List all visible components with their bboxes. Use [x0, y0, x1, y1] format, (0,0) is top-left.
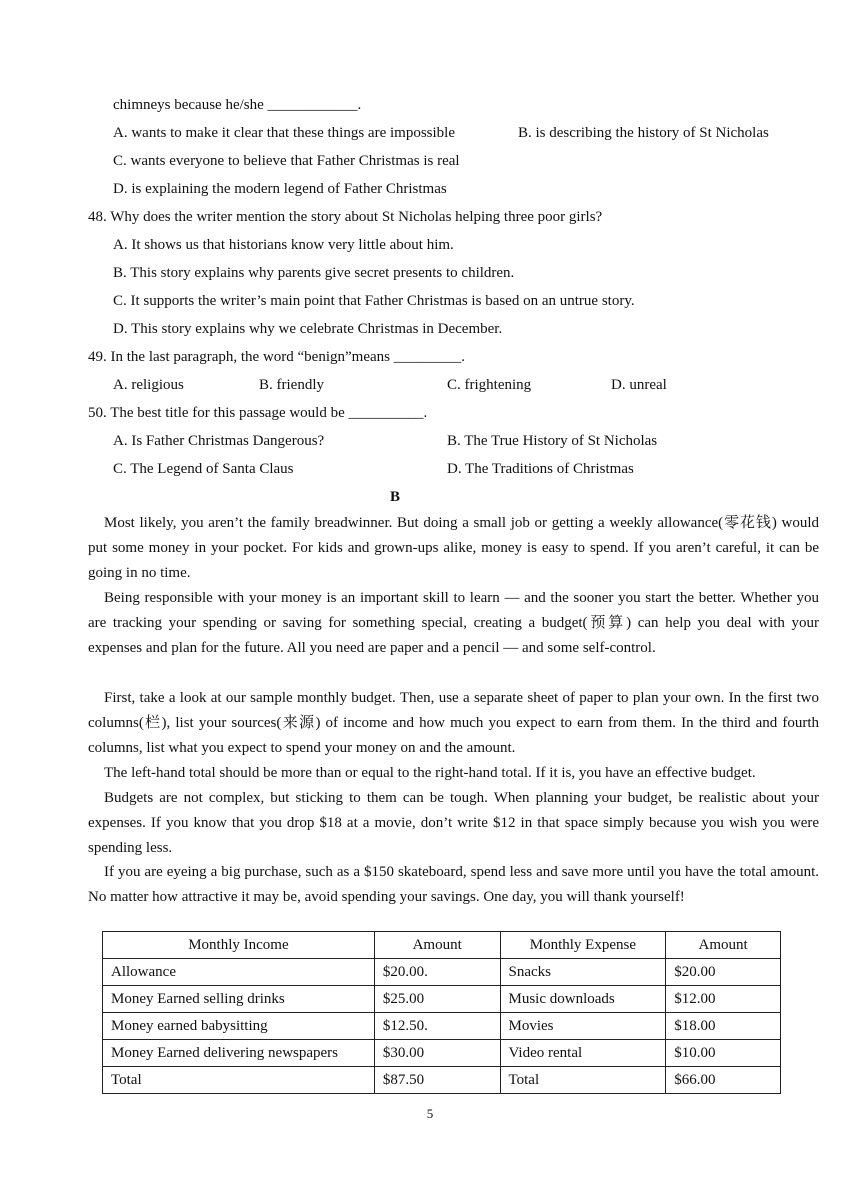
- table-cell: $12.00: [666, 986, 781, 1013]
- table-cell: $20.00.: [374, 959, 500, 986]
- table-cell: Allowance: [103, 959, 375, 986]
- header-monthly-income: Monthly Income: [103, 932, 375, 959]
- q48-option-a: A. It shows us that historians know very little about him.: [113, 237, 454, 253]
- passage-paragraph-2: Being responsible with your money is an important skill to learn — and the sooner you start the better. Whether you are tracking your spending or saving for something special, creating a budget(预算) can help you deal with your expenses and plan for the future. All you need are paper and a pencil — and some self-control.: [88, 590, 819, 656]
- table-cell: Total: [500, 1067, 666, 1094]
- q47-option-c: C. wants everyone to believe that Father Christmas is real: [113, 153, 460, 169]
- q47-stem-continuation: chimneys because he/she ____________.: [113, 97, 362, 113]
- section-b-heading: B: [389, 489, 400, 505]
- passage-paragraph-3: First, take a look at our sample monthly budget. Then, use a separate sheet of paper to plan your own. In the first two columns(栏), list your sources(来源) of income and how much you expect to earn from them. In the third and fourth columns, list what you expect to spend your money on and the amount.: [88, 690, 819, 756]
- table-cell: Video rental: [500, 1040, 666, 1067]
- table-total-row: [103, 1067, 781, 1094]
- header-income-amount: Amount: [374, 932, 500, 959]
- q49-option-c: C. frightening: [447, 377, 532, 393]
- passage-paragraph-6: If you are eyeing a big purchase, such as a $150 skateboard, spend less and save more until you have the total amount. No matter how attractive it may be, avoid spending your savings. One day, you will thank yourself!: [88, 864, 819, 905]
- q48-stem: 48. Why does the writer mention the story about St Nicholas helping three poor girls?: [88, 209, 603, 225]
- q50-option-b: B. The True History of St Nicholas: [447, 433, 658, 449]
- q49-option-d: D. unreal: [611, 377, 667, 393]
- table-cell: $25.00: [374, 986, 500, 1013]
- table-cell: $18.00: [666, 1013, 781, 1040]
- table-cell: $66.00: [666, 1067, 781, 1094]
- table-cell: $10.00: [666, 1040, 781, 1067]
- q47-option-d: D. is explaining the modern legend of Father Christmas: [113, 181, 447, 197]
- table-cell: $30.00: [374, 1040, 500, 1067]
- q50-stem: 50. The best title for this passage would be __________.: [88, 405, 428, 421]
- table-cell: $12.50.: [374, 1013, 500, 1040]
- q48-option-d: D. This story explains why we celebrate Christmas in December.: [113, 321, 503, 337]
- passage-paragraph-1: Most likely, you aren’t the family breadwinner. But doing a small job or getting a weekly allowance(零花钱) would put some money in your pocket. For kids and grown-ups alike, money is easy to spend. If you aren’t careful, it can be going in no time.: [88, 515, 819, 581]
- table-cell: Music downloads: [500, 986, 666, 1013]
- q50-option-c: C. The Legend of Santa Claus: [113, 461, 294, 477]
- table-cell: Money Earned selling drinks: [103, 986, 375, 1013]
- q50-option-d: D. The Traditions of Christmas: [447, 461, 634, 477]
- page-number: 5: [426, 1106, 434, 1121]
- header-monthly-expense: Monthly Expense: [500, 932, 666, 959]
- q49-stem: 49. In the last paragraph, the word “benign”means _________.: [88, 349, 465, 365]
- q47-option-b: B. is describing the history of St Nicholas: [518, 125, 769, 141]
- table-row: [103, 959, 781, 986]
- table-header-row: [103, 932, 781, 959]
- table-cell: Movies: [500, 1013, 666, 1040]
- q47-option-a: A. wants to make it clear that these things are impossible: [113, 125, 455, 141]
- table-cell: $20.00: [666, 959, 781, 986]
- passage-paragraph-5: Budgets are not complex, but sticking to them can be tough. When planning your budget, be realistic about your expenses. If you know that you drop $18 at a movie, don’t write $12 in that space simply because you wish you were spending less.: [88, 790, 819, 856]
- q49-option-a: A. religious: [113, 377, 184, 393]
- table-cell: $87.50: [374, 1067, 500, 1094]
- table-row: [103, 1040, 781, 1067]
- header-expense-amount: Amount: [666, 932, 781, 959]
- q48-option-b: B. This story explains why parents give secret presents to children.: [113, 265, 515, 281]
- passage-paragraph-4: The left-hand total should be more than or equal to the right-hand total. If it is, you have an effective budget.: [104, 765, 756, 781]
- table-cell: Money Earned delivering newspapers: [103, 1040, 375, 1067]
- q50-option-a: A. Is Father Christmas Dangerous?: [113, 433, 325, 449]
- q48-option-c: C. It supports the writer’s main point that Father Christmas is based on an untrue story.: [113, 293, 635, 309]
- table-row: [103, 986, 781, 1013]
- monthly-budget-table: [102, 931, 781, 1094]
- table-row: [103, 1013, 781, 1040]
- table-cell: Money earned babysitting: [103, 1013, 375, 1040]
- q49-option-b: B. friendly: [259, 377, 324, 393]
- table-cell: Total: [103, 1067, 375, 1094]
- table-cell: Snacks: [500, 959, 666, 986]
